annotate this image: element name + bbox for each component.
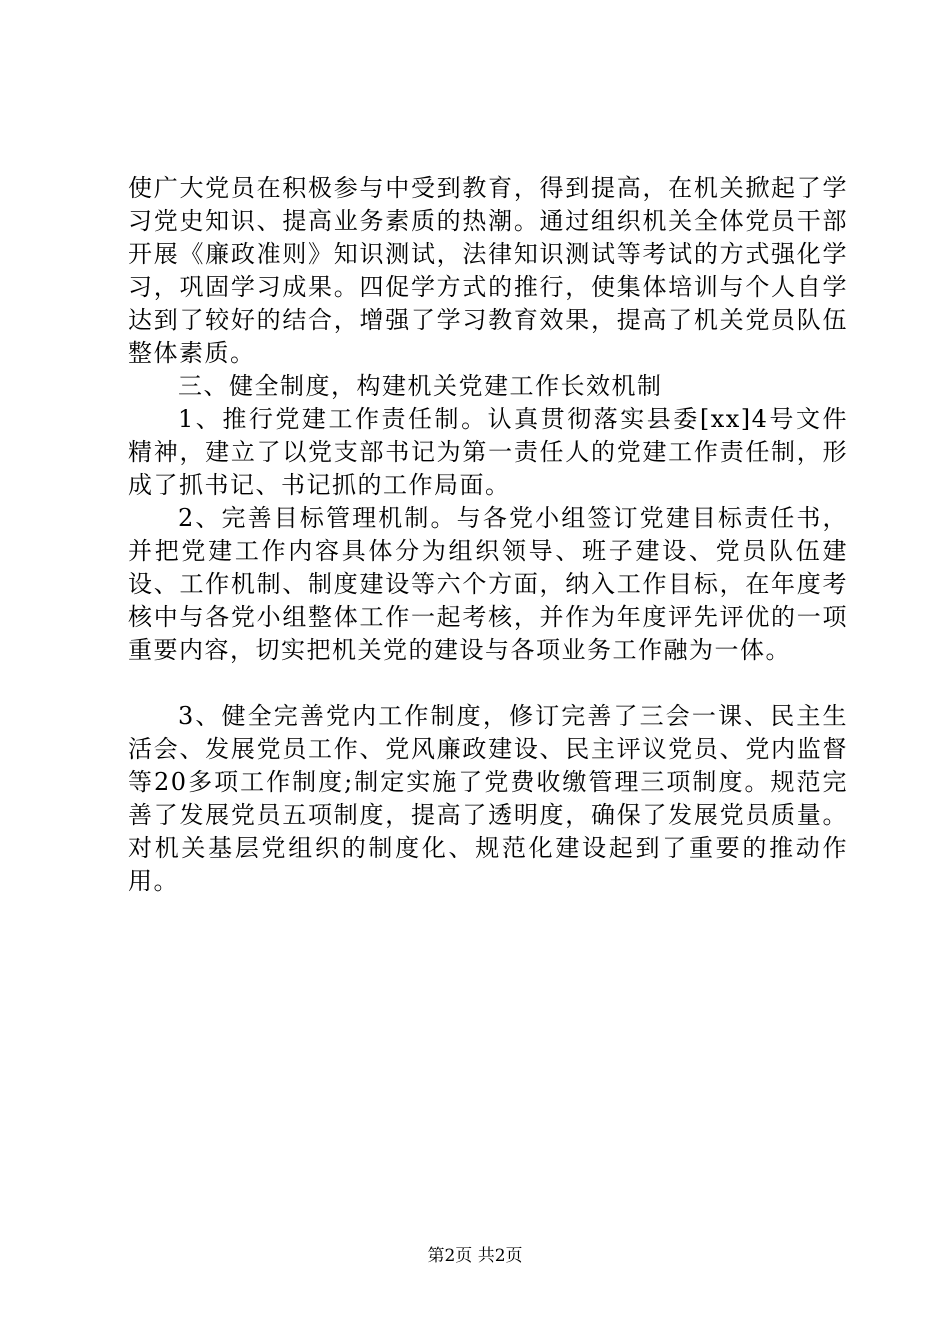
section-heading: 三、健全制度，构建机关党建工作长效机制 — [178, 372, 663, 400]
paragraph-continuation: 使广大党员在积极参与中受到教育，得到提高，在机关掀起了学习党史知识、提高业务素质的热潮。通过组织机关全体党员干部开展《廉政准则》知识测试，法律知识测试等考试的方式强化学习，巩固学习成果。四促学方式的推行，使集体培训与个人自学达到了较好的结合，增强了学习教育效果，提高了机关党员队伍整体素质。 — [128, 174, 848, 367]
document-body — [128, 172, 848, 898]
paragraph-item-3: 3、健全完善党内工作制度，修订完善了三会一课、民主生活会、发展党员工作、党风廉政建设、民主评议党员、党内监督等20多项工作制度;制定实施了党费收缴管理三项制度。规范完善了发展党员五项制度，提高了透明度，确保了发展党员质量。对机关基层党组织的制度化、规范化建设起到了重要的推动作用。 — [128, 702, 848, 895]
paragraph-item-1: 1、推行党建工作责任制。认真贯彻落实县委[xx]4号文件精神，建立了以党支部书记为第一责任人的党建工作责任制，形成了抓书记、书记抓的工作局面。 — [128, 405, 848, 499]
paragraph-item-2: 2、完善目标管理机制。与各党小组签订党建目标责任书，并把党建工作内容具体分为组织领导、班子建设、党员队伍建设、工作机制、制度建设等六个方面，纳入工作目标，在年度考核中与各党小组整体工作一起考核，并作为年度评先评优的一项重要内容，切实把机关党的建设与各项业务工作融为一体。 — [128, 504, 848, 664]
page-footer: 第2页 共2页 — [427, 1246, 523, 1266]
